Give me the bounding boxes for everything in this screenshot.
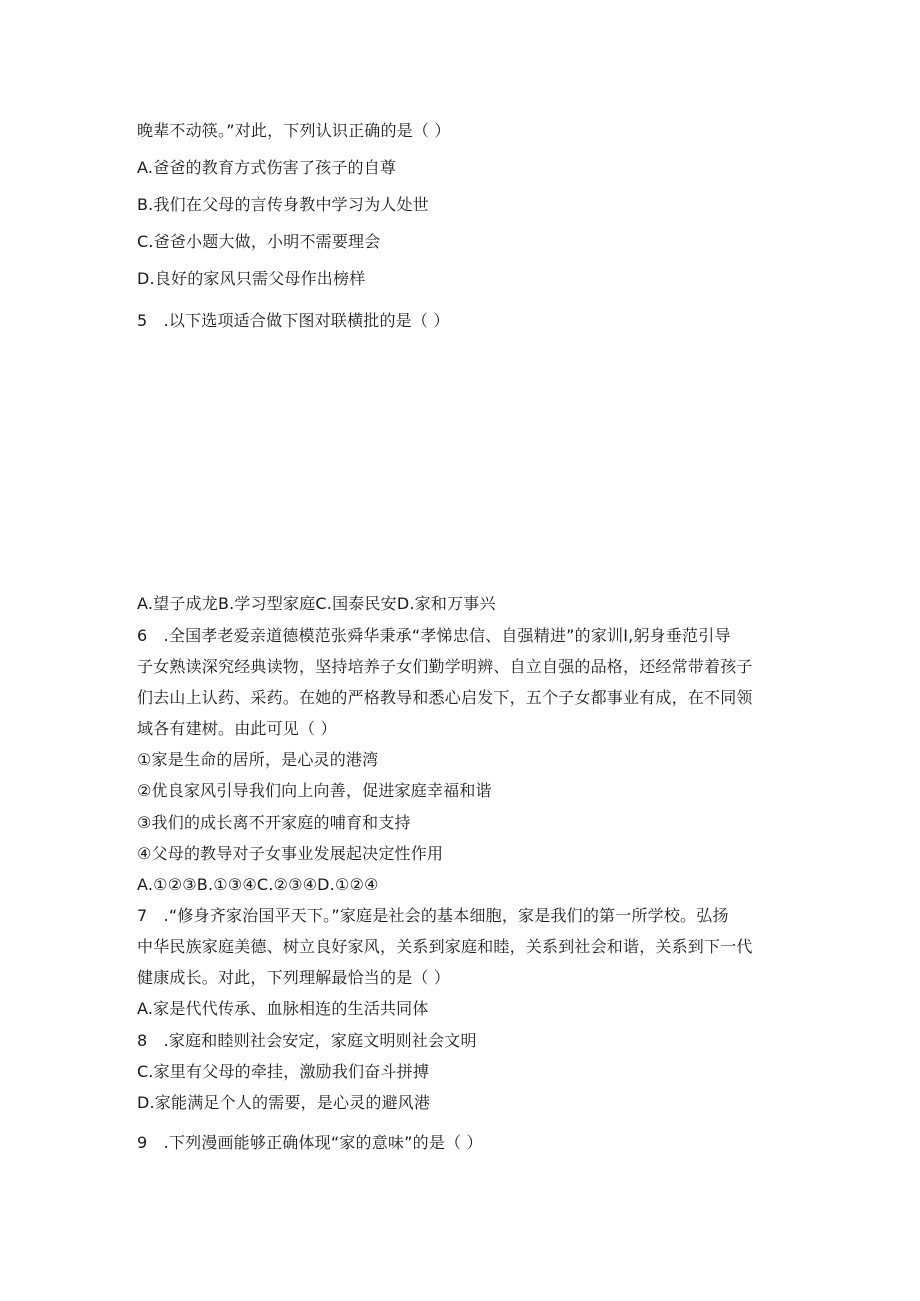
q7-option-c: C.家里有父母的牵挂，激励我们奋斗拼搏 [137,1062,430,1081]
q7-option-a: A.家是代代传承、血脉相连的生活共同体 [137,999,429,1018]
q4-option-a: A.爸爸的教育方式伤害了孩子的自尊 [137,158,397,177]
q4-option-d: D.良好的家风只需父母作出榜样 [137,269,366,288]
q7-option-b: 8 .家庭和睦则社会安定，家庭文明则社会文明 [137,1031,477,1050]
q6-stem-line-4: 域各有建树。由此可见（ ） [137,719,337,738]
q7-stem-line-3: 健康成长。对此，下列理解最恰当的是（ ） [137,968,451,987]
q6-statement-4: ④父母的教导对子女事业发展起决定性作用 [137,844,444,863]
q4-option-c: C.爸爸小题大做，小明不需要理会 [137,232,381,251]
q4-stem-tail: 晚辈不动筷。”对此，下列认识正确的是（ ） [137,121,451,140]
q7-stem-line-2: 中华民族家庭美德、树立良好家风，关系到家庭和睦，关系到社会和谐，关系到下一代 [137,937,753,956]
q6-statement-3: ③我们的成长离不开家庭的哺育和支持 [137,813,411,832]
q5-options: A.望子成龙B.学习型家庭C.国泰民安D.家和万事兴 [137,594,496,613]
q6-stem-line-2: 子女熟读深究经典读物，坚持培养子女们勤学明辨、自立自强的品格，还经常带着孩子 [137,657,753,676]
q7-option-d: D.家能满足个人的需要，是心灵的避风港 [137,1093,431,1112]
q6-stem-line-1: 6 .全国孝老爱亲道德模范张舜华秉承“孝悌忠信、自强精进”的家训I,躬身垂范引导 [137,626,731,645]
q7-stem-line-1: 7 .“修身齐家治国平天下。”家庭是社会的基本细胞，家是我们的第一所学校。弘扬 [137,906,729,925]
q6-statement-2: ②优良家风引导我们向上向善，促进家庭幸福和谐 [137,781,492,800]
q5-stem: 5 .以下选项适合做下图对联横批的是（ ） [137,311,450,330]
q9-stem: 9 .下列漫画能够正确体现“家的意味”的是（ ） [137,1133,483,1152]
q6-options: A.①②③B.①③④C.②③④D.①②④ [137,875,379,894]
q6-statement-1: ①家是生命的居所，是心灵的港湾 [137,750,379,769]
q4-option-b: B.我们在父母的言传身教中学习为人处世 [137,195,429,214]
q5-image-area [137,345,777,580]
q6-stem-line-3: 们去山上认药、采药。在她的严格教导和悉心启发下，五个子女都事业有成，在不同领 [137,688,753,707]
